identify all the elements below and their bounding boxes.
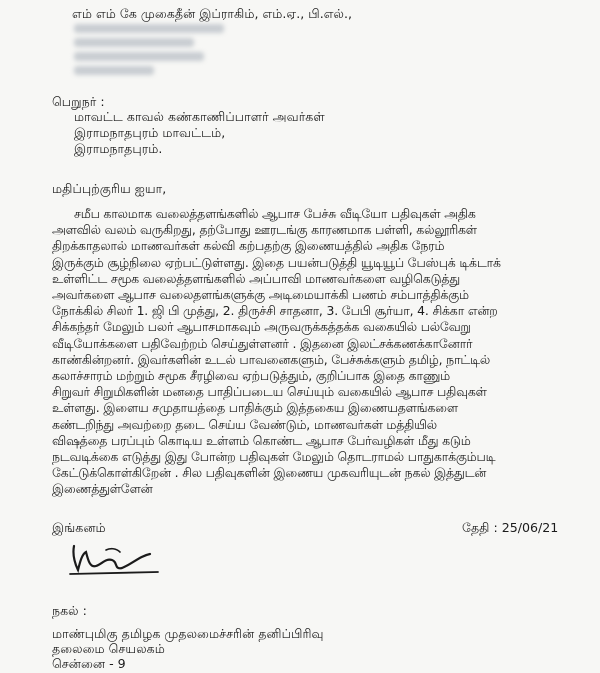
body-line: விஷத்தை பரப்பும் கொடிய உள்ளம் கொண்ட ஆபாச பேர்வழிகள் மீது கடும் (52, 432, 471, 448)
body-line: காண்கின்றனர். இவர்களின் உடல் பாவனைகளும், பேச்சுக்களும் தமிழ், நாட்டில் (52, 351, 490, 367)
body-line: உள்ளிட்ட சமூக வலைத்தளங்களில் அப்பாவி மாணவர்களை வழிகெடுத்து (52, 270, 460, 286)
body-line: சிறுவர் சிறுமிகளின் மனதை பாதிப்படைய செய்யும் வகையில் ஆபாச பதிவுகள் (52, 384, 487, 400)
cc-label: நகல் : (52, 603, 87, 618)
redacted-address (74, 24, 234, 80)
cc-line: சென்னை - 9 (52, 656, 126, 671)
cc-address (52, 626, 324, 671)
body-line: அவர்களை ஆபாச வலைதளங்களுக்கு அடிமையாக்கி பணம் சம்பாத்திக்கும் (52, 287, 469, 303)
body-line: நடவடிக்கை எடுத்து இது போன்ற பதிவுகள் மேலும் தொடராமல் பாதுகாக்கும்படி (52, 449, 496, 465)
recipient-line: இராமநாதபுரம் மாவட்டம், (74, 125, 226, 140)
body-line: சமீப காலமாக வலைத்தளங்களில் ஆபாச பேச்சு வீடியோ பதிவுகள் அதிக (74, 206, 476, 221)
body-line: கண்டறிந்து அவற்றை தடை செய்ய வேண்டும், மாணவர்கள் மத்தியில் (52, 416, 437, 432)
recipient-line: இராமநாதபுரம். (74, 141, 163, 156)
recipient-address (74, 109, 325, 157)
closing-phrase: இங்கனம் (52, 520, 106, 535)
cc-line: தலைமை செயலகம் (52, 641, 165, 656)
signature-image (66, 540, 162, 580)
body-line: வீடியோக்களை பதிவேற்றம் செய்துள்ளனர் . இதனை இலட்சக்கணக்கானோர் (52, 335, 473, 351)
cc-line: மாண்புமிகு தமிழக முதலமைச்சரின் தனிப்பிரிவு (52, 626, 324, 641)
body-line: உள்ளது. இளைய சமுதாயத்தை பாதிக்கும் இத்தகைய இணையதளங்களை (52, 400, 458, 416)
body-line: இருக்கும் சூழ்நிலை ஏற்பட்டுள்ளது. இதை பயன்படுத்தி யூடியூப் பேஸ்புக் டிக்டாக் (52, 254, 501, 270)
recipient-line: மாவட்ட காவல் கண்காணிப்பாளர் அவர்கள் (74, 109, 325, 124)
salutation: மதிப்புற்குரிய ஐயா, (52, 181, 167, 196)
letter-date: தேதி : 25/06/21 (462, 520, 559, 535)
recipient-label: பெறுநர் : (52, 94, 105, 109)
body-line: நோக்கில் சிலர் 1. ஜி பி முத்து, 2. திருச்சி சாதனா, 3. பேபி சூர்யா, 4. சிக்கா என்ற (52, 303, 498, 319)
body-line: சிக்கந்தர் மேலும் பலர் ஆபாசமாகவும் அருவருக்கத்தக்க வகையில் பல்வேறு (52, 319, 471, 335)
body-line: கேட்டுக்கொள்கிறேன் . சில பதிவுகளின் இணைய முகவரியுடன் நகல் இத்துடன் (52, 465, 487, 481)
letter-body (52, 206, 580, 498)
body-line: திறக்காதலால் மாணவர்கள் கல்வி கற்பதற்கு இணையத்தில் அதிக நேரம் (52, 238, 445, 254)
sender-name: எம் எம் கே முகைதீன் இப்ராகிம், எம்.ஏ., பி.எல்., (72, 6, 353, 21)
body-line: இணைத்துள்ளேன் (52, 481, 153, 497)
body-line: அளவில் வலம் வருகிறது, தற்போது ஊரடங்கு காரணமாக பள்ளி, கல்லூரிகள் (52, 222, 477, 238)
body-line: கலாச்சாரம் மற்றும் சமூக சீரழிவை ஏற்படுத்தும், குறிப்பாக இதை காணும் (52, 368, 450, 384)
